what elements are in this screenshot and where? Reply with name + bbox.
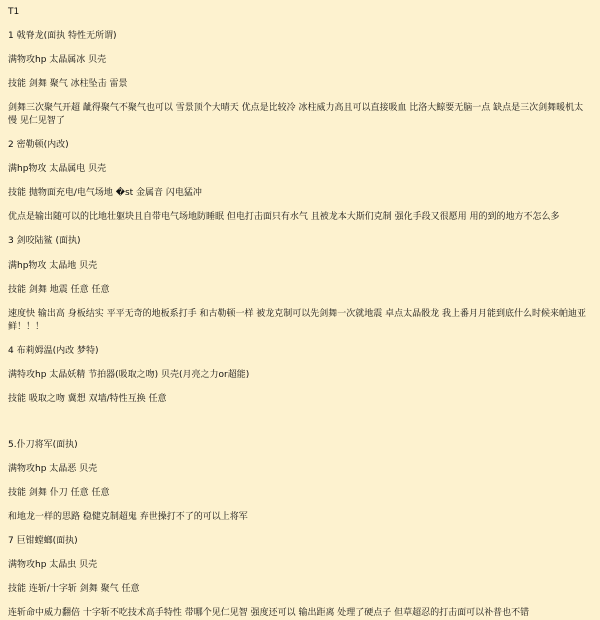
spacer [8,524,592,535]
spacer [8,43,592,54]
spacer [8,176,592,187]
entry-title: 4 布莉姆温(内改 梦特) [8,345,99,356]
entry-notes: 速度快 输出高 身板结实 平平无奇的地板系打手 和古勒顿一样 被龙克制可以先剑舞一次就地震 卓点太晶骰龙 我上番月月能到底什么时候来帕迪亚鲜！！！ [8,308,587,332]
entry-moves: 技能 连斩/十字斩 剑舞 聚气 任意 [8,584,140,595]
entry-title: 3 剑咬陆鲨 (面执) [8,236,81,247]
spacer [8,19,592,30]
spacer [8,128,592,139]
spacer [8,428,592,439]
entry-stats: 满物攻hp 太晶恶 贝壳 [8,463,98,474]
spacer [8,572,592,583]
entry-moves: 技能 吸取之吻 冀想 双墙/特性互换 任意 [8,393,167,404]
spacer [8,452,592,463]
entry-title: 7 巨钳螳螂(面执) [8,536,78,547]
spacer [8,476,592,487]
spacer [8,500,592,511]
spacer [8,249,592,260]
spacer [8,382,592,393]
document-header: T1 [8,7,20,17]
spacer [8,297,592,308]
entry-moves: 技能 剑舞 仆刀 任意 任意 [8,487,110,498]
entry-moves: 技能 剑舞 地震 任意 任意 [8,284,110,295]
text-block-6 [8,535,592,620]
spacer [8,91,592,102]
spacer [8,596,592,607]
entry-notes: 连斩命中威力翻倍 十字斩不吃技术高手特性 带哪个见仁见智 强度还可以 输出距离 处理了硬点子 但草超忍的打击面可以补普也不错 [8,608,530,619]
entry-title: 2 密勒顿(内改) [8,140,69,151]
text-block-2 [8,139,592,224]
spacer [8,200,592,211]
spacer [8,548,592,559]
spacer [8,334,592,345]
spacer [8,67,592,78]
entry-stats: 满hp物攻 太晶属电 贝壳 [8,164,107,175]
text-block-5 [8,439,592,524]
entry-stats: 满特攻hp 太晶妖精 节拍器(吸取之吻) 贝壳(月亮之力or超能) [8,369,250,380]
spacer [8,273,592,284]
entry-notes: 和地龙一样的思路 稳健克制超鬼 弃世操打不了的可以上将军 [8,511,248,522]
entry-notes: 剑舞三次聚气开超 龇得聚气不聚气也可以 雪景顶个大晴天 优点是比较冷 冰柱威力高且可以直接吸血 比洛大鲸要无脑一点 缺点是三次剑舞暖机太慢 见仁见智了 [8,103,584,127]
spacer [8,358,592,369]
entry-stats: 满物攻hp 太晶属冰 贝壳 [8,55,107,66]
text-block-4 [8,345,592,406]
entry-stats: 满hp物攻 太晶地 贝壳 [8,260,98,271]
entry-notes: 优点是输出随可以的比地壮躯块且自带电气场地防睡眠 但电打击面只有水气 且被龙本大斯们克制 强化手段又很愿用 用的到的地方不怎么多 [8,212,560,223]
entry-stats: 满物攻hp 太晶虫 贝壳 [8,560,98,571]
text-block-3 [8,235,592,333]
entry-title: 1 戟脊龙(面执 特性无所谓) [8,31,117,42]
entry-moves: 技能 抛物面充电/电气场地 �st 金属音 闪电猛冲 [8,188,202,199]
spacer [8,224,592,235]
text-block-1 [8,30,592,128]
spacer [8,417,592,428]
spacer [8,406,592,417]
entry-moves: 技能 剑舞 聚气 冰柱坠击 雷景 [8,79,128,90]
entry-title: 5.仆刀将军(面执) [8,439,78,450]
spacer [8,152,592,163]
